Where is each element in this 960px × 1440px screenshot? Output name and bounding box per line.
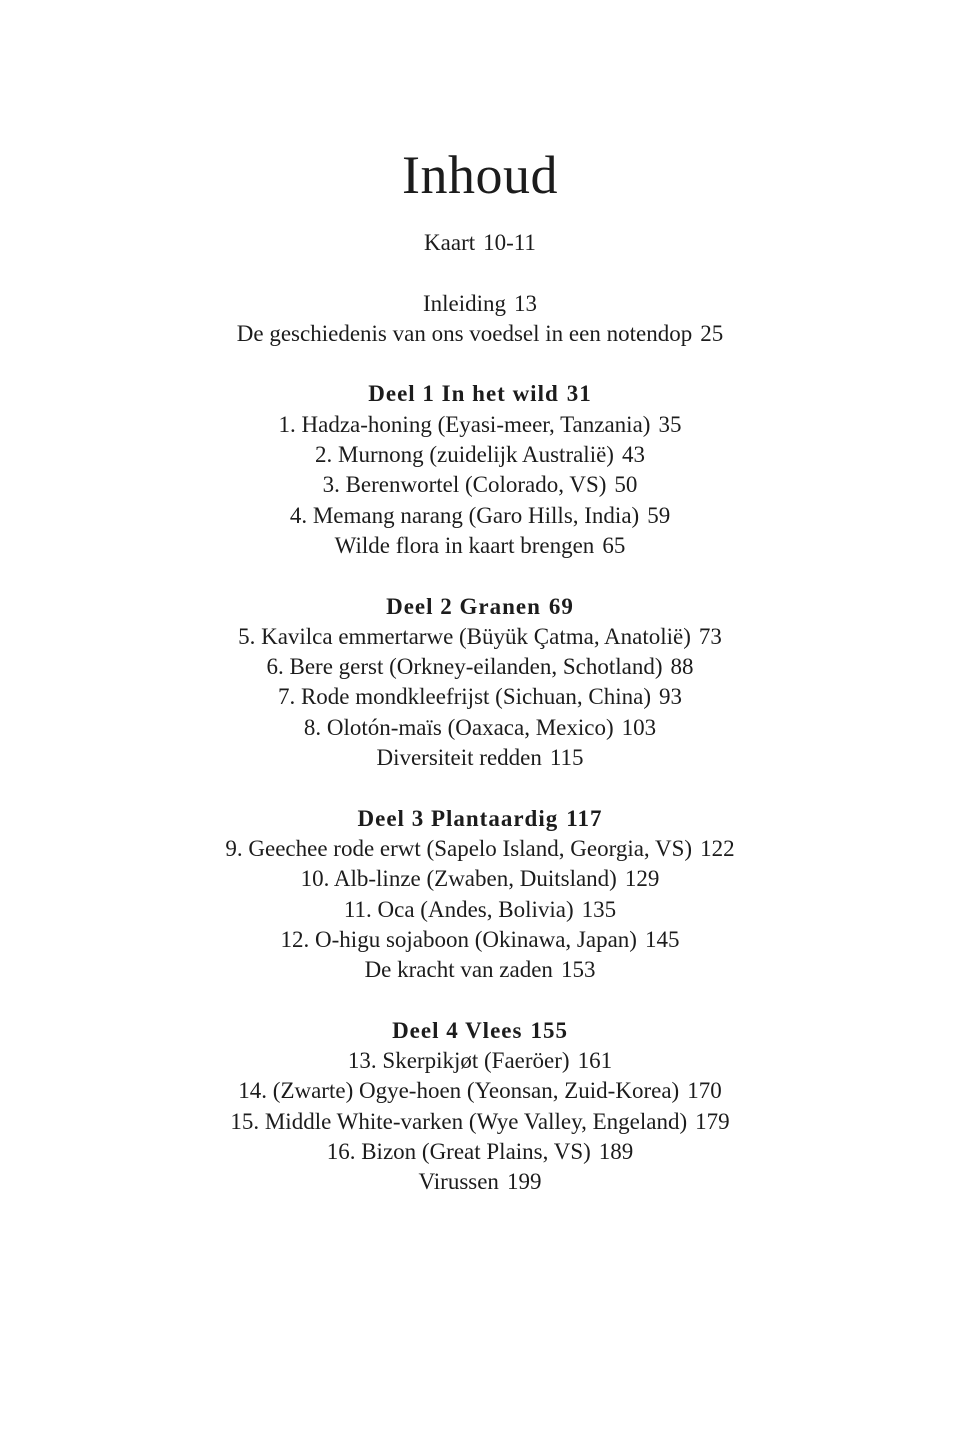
toc-item-page: 135: [581, 896, 617, 922]
toc-item-text: 10. Alb-linze (Zwaben, Duitsland): [300, 866, 617, 892]
toc-item: [0, 834, 960, 864]
part-heading-text: Deel 3 Plantaardig: [357, 805, 559, 831]
spacer: [0, 258, 960, 288]
toc-item-page: 93: [659, 684, 683, 710]
toc-entry-page: 10-11: [483, 230, 536, 255]
toc-entry-geschiedenis: [0, 319, 960, 349]
part-heading-text: Deel 4 Vlees: [392, 1017, 523, 1043]
toc-item: [0, 501, 960, 531]
toc-item: [0, 652, 960, 682]
toc-entry-inleiding: [0, 289, 960, 319]
toc-item-page: 179: [695, 1108, 730, 1134]
toc-item-text: Diversiteit redden: [376, 745, 542, 771]
toc-item: [0, 410, 960, 440]
toc-item: [0, 622, 960, 652]
toc-item-text: 5. Kavilca emmertarwe (Büyük Çatma, Anatolië): [238, 623, 691, 649]
toc-item-text: 11. Oca (Andes, Bolivia): [343, 896, 574, 922]
toc-item: [0, 470, 960, 500]
toc-item-page: 161: [577, 1048, 613, 1074]
toc-item: [0, 1076, 960, 1106]
toc-item-page: 65: [602, 532, 626, 558]
toc-item-text: 14. (Zwarte) Ogye-hoen (Yeonsan, Zuid-Korea): [238, 1078, 680, 1104]
toc-item-text: 12. O-higu sojaboon (Okinawa, Japan): [280, 926, 637, 952]
spacer: [0, 561, 960, 591]
toc-part-heading-1: [0, 379, 960, 409]
spacer: [0, 985, 960, 1015]
toc-entry-page: 13: [514, 290, 538, 316]
toc-item: [0, 440, 960, 470]
toc-item-page: 145: [644, 926, 680, 952]
toc-item-page: 35: [658, 411, 682, 437]
toc-item-page: 170: [687, 1078, 722, 1104]
toc-item-page: 153: [560, 957, 596, 983]
toc-item-page: 73: [698, 623, 722, 649]
spacer: [0, 349, 960, 379]
spacer: [0, 773, 960, 803]
toc-item-page: 50: [614, 472, 638, 498]
toc-item-text: 15. Middle White-varken (Wye Valley, Engeland): [230, 1108, 688, 1134]
toc-item-text: Virussen: [418, 1169, 499, 1195]
part-heading-page: 117: [566, 805, 603, 831]
toc-item-page: 103: [621, 714, 657, 740]
toc-item: [0, 1167, 960, 1197]
toc-item: [0, 682, 960, 712]
toc-item-text: 3. Berenwortel (Colorado, VS): [322, 472, 607, 498]
toc-item: [0, 864, 960, 894]
toc-item-text: 7. Rode mondkleefrijst (Sichuan, China): [277, 684, 652, 710]
toc-item-page: 43: [621, 442, 645, 468]
toc-item: [0, 743, 960, 773]
toc-item: [0, 925, 960, 955]
toc-item-text: 16. Bizon (Great Plains, VS): [326, 1138, 591, 1164]
toc-part-heading-3: [0, 804, 960, 834]
toc-item-page: 115: [549, 745, 584, 771]
toc-entry-text: De geschiedenis van ons voedsel in een notendop: [236, 320, 693, 346]
part-heading-text: Deel 2 Granen: [386, 593, 541, 619]
toc-item: [0, 955, 960, 985]
toc-item-page: 129: [624, 866, 660, 892]
toc-item: [0, 1046, 960, 1076]
toc-item-page: 122: [700, 835, 735, 861]
toc-item: [0, 895, 960, 925]
toc-item-text: 8. Olotón-maïs (Oaxaca, Mexico): [303, 714, 614, 740]
part-heading-page: 155: [530, 1017, 568, 1043]
part-heading-text: Deel 1 In het wild: [368, 381, 559, 407]
toc-item-text: 2. Murnong (zuidelijk Australië): [315, 442, 614, 468]
page-title: Inhoud: [402, 145, 558, 205]
toc-item-page: 199: [506, 1169, 542, 1195]
toc-item: [0, 1107, 960, 1137]
toc-part-heading-2: [0, 592, 960, 622]
toc-item-page: 189: [598, 1138, 634, 1164]
part-heading-page: 31: [566, 381, 592, 407]
toc-entry-kaart: [0, 228, 960, 258]
toc-item: [0, 713, 960, 743]
toc-entry-text: Inleiding: [422, 290, 507, 316]
toc-item-text: Wilde flora in kaart brengen: [334, 532, 595, 558]
toc-item: [0, 531, 960, 561]
toc-item-text: 9. Geechee rode erwt (Sapelo Island, Georgia, VS): [225, 835, 693, 861]
table-of-contents: [0, 228, 960, 1198]
toc-item-page: 88: [670, 654, 694, 680]
toc-item-text: 13. Skerpikjøt (Faeröer): [347, 1048, 570, 1074]
toc-entry-text: Kaart: [424, 230, 476, 255]
toc-item-text: 6. Bere gerst (Orkney-eilanden, Schotland): [266, 654, 663, 680]
toc-entry-page: 25: [700, 320, 724, 346]
toc-item-text: 4. Memang narang (Garo Hills, India): [289, 502, 640, 528]
toc-item-text: 1. Hadza-honing (Eyasi-meer, Tanzania): [278, 411, 651, 437]
toc-item-text: De kracht van zaden: [364, 957, 553, 983]
toc-part-heading-4: [0, 1016, 960, 1046]
part-heading-page: 69: [548, 593, 574, 619]
toc-item-page: 59: [647, 502, 671, 528]
toc-item: [0, 1137, 960, 1167]
